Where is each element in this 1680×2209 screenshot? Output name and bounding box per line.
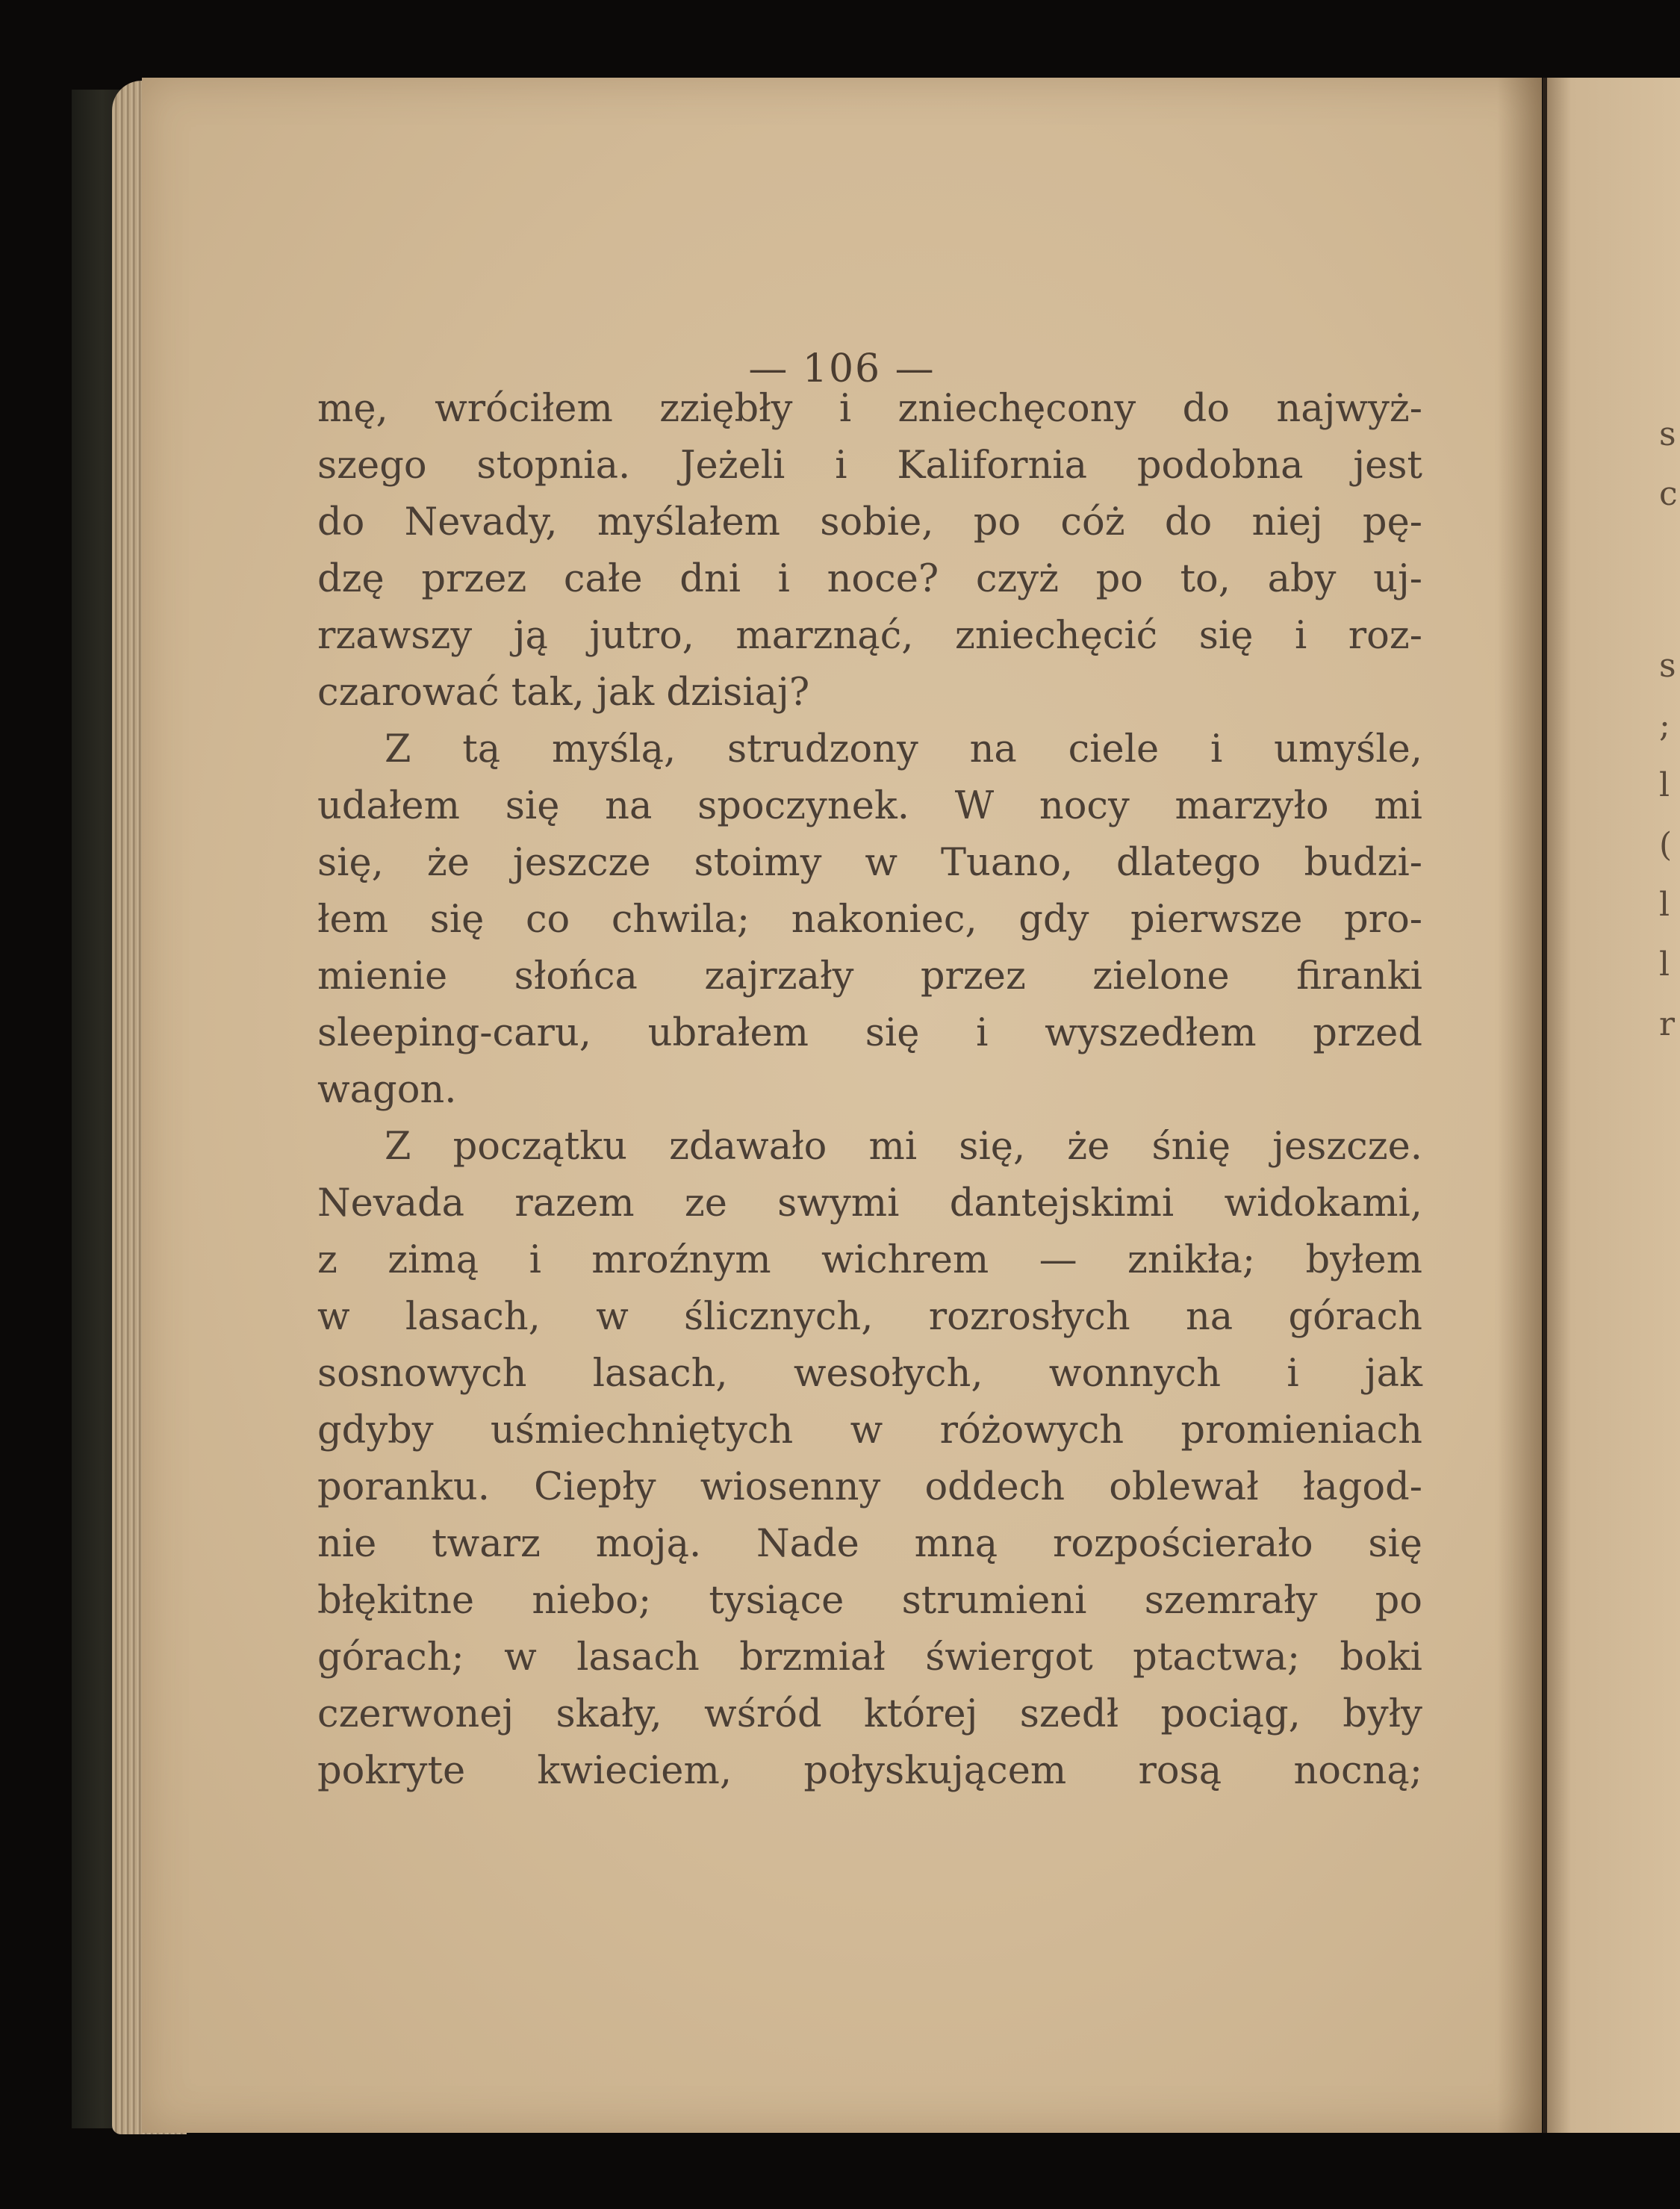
text-line: nie twarz moją. Nade mną rozpościerało się: [317, 1522, 1422, 1566]
facing-page-letter: l: [1659, 886, 1670, 924]
text-line: sosnowych lasach, wesołych, wonnych i jak: [317, 1352, 1422, 1396]
text-line: łem się co chwila; nakoniec, gdy pierwsze pro-: [317, 898, 1422, 942]
facing-page-letter: c: [1659, 475, 1678, 513]
text-line: Z początku zdawało mi się, że śnię jeszcze.: [385, 1125, 1422, 1169]
text-line: mę, wróciłem zziębły i zniechęcony do najwyż-: [317, 387, 1422, 431]
facing-page-letter: s: [1659, 415, 1676, 453]
text-line: Z tą myślą, strudzony na ciele i umyśle,: [385, 727, 1422, 771]
text-line: czarować tak, jak dzisiaj?: [317, 671, 810, 715]
text-line: sleeping-caru, ubrałem się i wyszedłem przed: [317, 1011, 1422, 1055]
page-number-header: — 106 —: [748, 347, 936, 391]
text-line: w lasach, w ślicznych, rozrosłych na górach: [317, 1295, 1422, 1339]
text-line: się, że jeszcze stoimy w Tuano, dlatego budzi-: [317, 841, 1422, 885]
facing-page-letter: l: [1659, 766, 1670, 804]
text-line: wagon.: [317, 1068, 457, 1112]
page-gutter-shadow: [1497, 78, 1542, 2133]
text-line: czerwonej skały, wśród której szedł pociąg, były: [317, 1692, 1422, 1736]
text-line: pokryte kwieciem, połyskującem rosą nocną;: [317, 1749, 1422, 1793]
text-line: do Nevady, myślałem sobie, po cóż do niej pę-: [317, 500, 1422, 544]
text-line: błękitne niebo; tysiące strumieni szemrały po: [317, 1579, 1422, 1623]
text-line: szego stopnia. Jeżeli i Kalifornia podobna jest: [317, 444, 1422, 488]
text-line: gdyby uśmiechniętych w różowych promieniach: [317, 1408, 1422, 1453]
text-line: mienie słońca zajrzały przez zielone firanki: [317, 954, 1422, 998]
text-line: z zimą i mroźnym wichrem — znikła; byłem: [317, 1238, 1422, 1282]
facing-page-letter: (: [1659, 826, 1673, 864]
body-text: [317, 381, 1422, 1800]
text-line: Nevada razem ze swymi dantejskimi widokami,: [317, 1181, 1422, 1225]
facing-page-letter: l: [1659, 945, 1670, 984]
text-line: poranku. Ciepły wiosenny oddech oblewał łagod-: [317, 1465, 1422, 1509]
text-line: górach; w lasach brzmiał świergot ptactwa; boki: [317, 1635, 1422, 1680]
text-line: udałem się na spoczynek. W nocy marzyło mi: [317, 784, 1422, 828]
facing-page-letter: ;: [1659, 706, 1670, 745]
facing-page-edge: [1543, 78, 1680, 2133]
text-line: rzawszy ją jutro, marznąć, zniechęcić się i roz-: [317, 614, 1422, 658]
facing-page-letter: r: [1659, 1005, 1676, 1043]
facing-page-letter: s: [1659, 647, 1676, 685]
text-line: dzę przez całe dni i noce? czyż po to, aby uj-: [317, 557, 1422, 601]
